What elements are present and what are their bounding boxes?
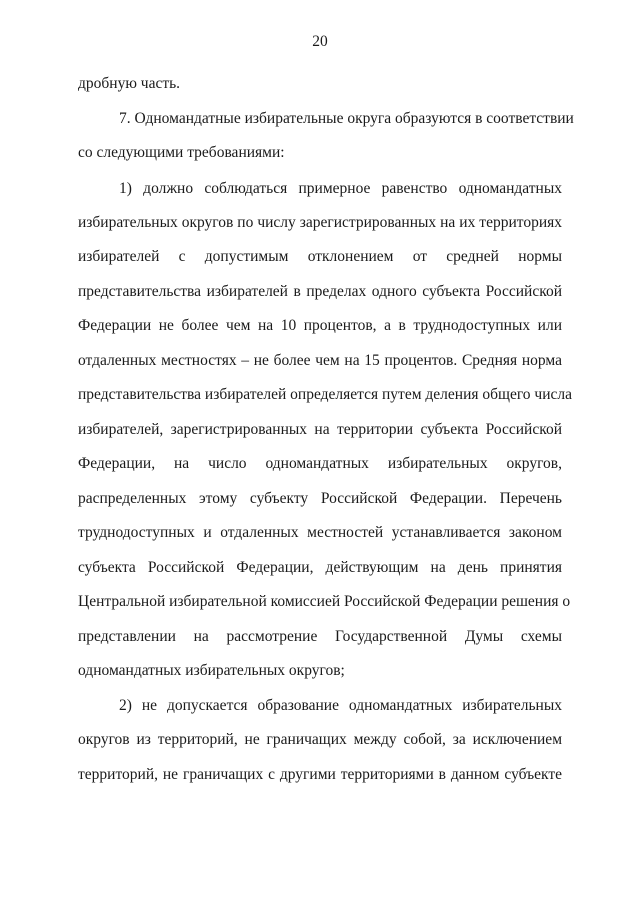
text-line: представительства избирателей определяется путем деления общего числа — [78, 386, 573, 403]
paragraph-start-line: 7. Одномандатные избирательные округа образуются в соответствии — [119, 110, 574, 127]
text-line: избирателей, зарегистрированных на территории субъекта Российской — [78, 421, 562, 438]
text-line: труднодоступных и отдаленных местностей устанавливается законом — [78, 524, 562, 541]
text-line: субъекта Российской Федерации, действующим на день принятия — [78, 559, 562, 576]
paragraph-start-line: 1) должно соблюдаться примерное равенство одномандатных — [119, 180, 562, 197]
text-line: Федерации не более чем на 10 процентов, а в труднодоступных или — [78, 317, 562, 334]
text-line: округов из территорий, не граничащих между собой, за исключением — [78, 731, 562, 748]
text-line: избирателей с допустимым отклонением от средней нормы — [78, 248, 562, 265]
text-line: отдаленных местностях – не более чем на 15 процентов. Средняя норма — [78, 352, 562, 369]
text-line: Федерации, на число одномандатных избирательных округов, — [78, 455, 562, 472]
paragraph-start-line: 2) не допускается образование одномандатных избирательных — [119, 697, 562, 714]
text-line: со следующими требованиями: — [78, 144, 285, 161]
text-line: дробную часть. — [78, 75, 181, 92]
text-line: территорий, не граничащих с другими территориями в данном субъекте — [78, 766, 562, 783]
text-line: распределенных этому субъекту Российской Федерации. Перечень — [78, 490, 562, 507]
text-line: Центральной избирательной комиссией Российской Федерации решения о — [78, 593, 571, 610]
text-line: представлении на рассмотрение Государственной Думы схемы — [78, 628, 562, 645]
text-line: избирательных округов по числу зарегистрированных на их территориях — [78, 214, 562, 231]
text-line: одномандатных избирательных округов; — [78, 662, 345, 679]
page-number: 20 — [312, 33, 328, 50]
text-line: представительства избирателей в пределах одного субъекта Российской — [78, 283, 562, 300]
